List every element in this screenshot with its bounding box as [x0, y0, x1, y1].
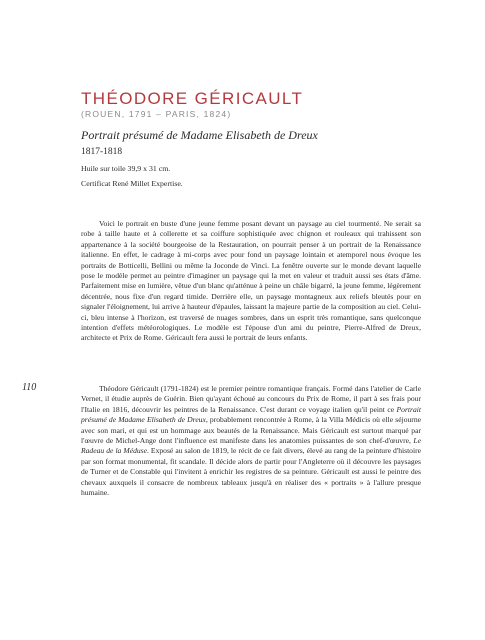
biography-italic-title-1: Portrait présumé de Madame Elisabeth de Dreux: [81, 404, 421, 425]
artwork-dates: 1817-1818: [81, 147, 123, 157]
artist-name: THÉODORE GÉRICAULT: [81, 89, 304, 108]
biography-text-2: , probablement rencontrée à Rome, à la Villa Médicis où elle séjourne avec son mari, et qui est un hommage aux beautés de la Renaissance. Mais Géricault est surtout marqué par l'œuvre de Michel-Ange dont l'influence est manifeste dans les anatomies puissantes de son chef-d'œuvre,: [81, 415, 421, 446]
biography-text-3: . Exposé au salon de 1819, le récit de ce fait divers, élevé au rang de la peinture d'histoire par son format monumental, fit scandale. Il décide alors de partir pour l'Angleterre où il découvre les paysages de Turner et de Constable qui l'invitent à enrichir les registres de sa peinture. Géricault est aussi le peintre des chevaux auxquels il consacre de nombreux tableaux jusqu'à en réaliser des « portraits » à l'allure presque humaine.: [81, 446, 421, 498]
artist-origin: (ROUEN, 1791 – PARIS, 1824): [81, 109, 232, 119]
page-number: 110: [22, 382, 37, 393]
artwork-header: [81, 90, 421, 189]
biography-italic-title-2: Le Radeau de la Méduse: [81, 436, 421, 456]
biography-paragraph: [81, 384, 421, 498]
biography-text-1: Théodore Géricault (1791-1824) est le premier peintre romantique français. Formé dans l'atelier de Carle Vernet, il étudie auprès de Guérin. Bien qu'ayant échoué au concours du Prix de Rome, il part à ses frais pour l'Italie en 1816, découvrir les peintres de la Renaissance. C'est durant ce voyage italien qu'il peint ce: [81, 384, 421, 414]
description-paragraph: Voici le portrait en buste d'une jeune femme posant devant un paysage au ciel tourmenté. Ne serait sa robe à taille haute et à collerette et sa coiffure sophistiquée avec chignon et rouleaux qui trahissent son appartenance à la société bourgeoise de la Restauration, on pourrait penser à un portrait de la Renaissance italienne. En effet, le cadrage à mi-corps avec pour fond un paysage lointain et atemporel nous évoque les portraits de Botticelli, Bellini ou même la Joconde de Vinci. La fenêtre ouverte sur le monde devant laquelle pose le modèle permet au peintre d'imaginer un paysage qui la met en valeur et traduit aussi ses états d'âme. Parfaitement mise en lumière, vêtue d'un blanc qu'atténue à peine un châle bigarré, la jeune femme, légèrement décentrée, nous fixe d'un regard timide. Derrière elle, un paysage montagneux aux reliefs bleutés pour en signaler l'éloignement, lui arrive à hauteur d'épaules, laissant la majeure partie de la composition au ciel. Celui-ci, bleu intense à l'horizon, est traversé de nuages sombres, dans un esprit très romantique, sans quelconque intention d'effets météorologiques. Le modèle est l'épouse d'un ami du peintre, Pierre-Alfred de Dreux, architecte et Prix de Rome. Géricault fera aussi le portrait de leurs enfants.: [81, 219, 421, 343]
artwork-title: Portrait présumé de Madame Elisabeth de Dreux: [81, 128, 318, 142]
artwork-medium: Huile sur toile 39,9 x 31 cm.: [81, 164, 171, 173]
artwork-certificate: Certificat René Millet Expertise.: [81, 179, 183, 188]
